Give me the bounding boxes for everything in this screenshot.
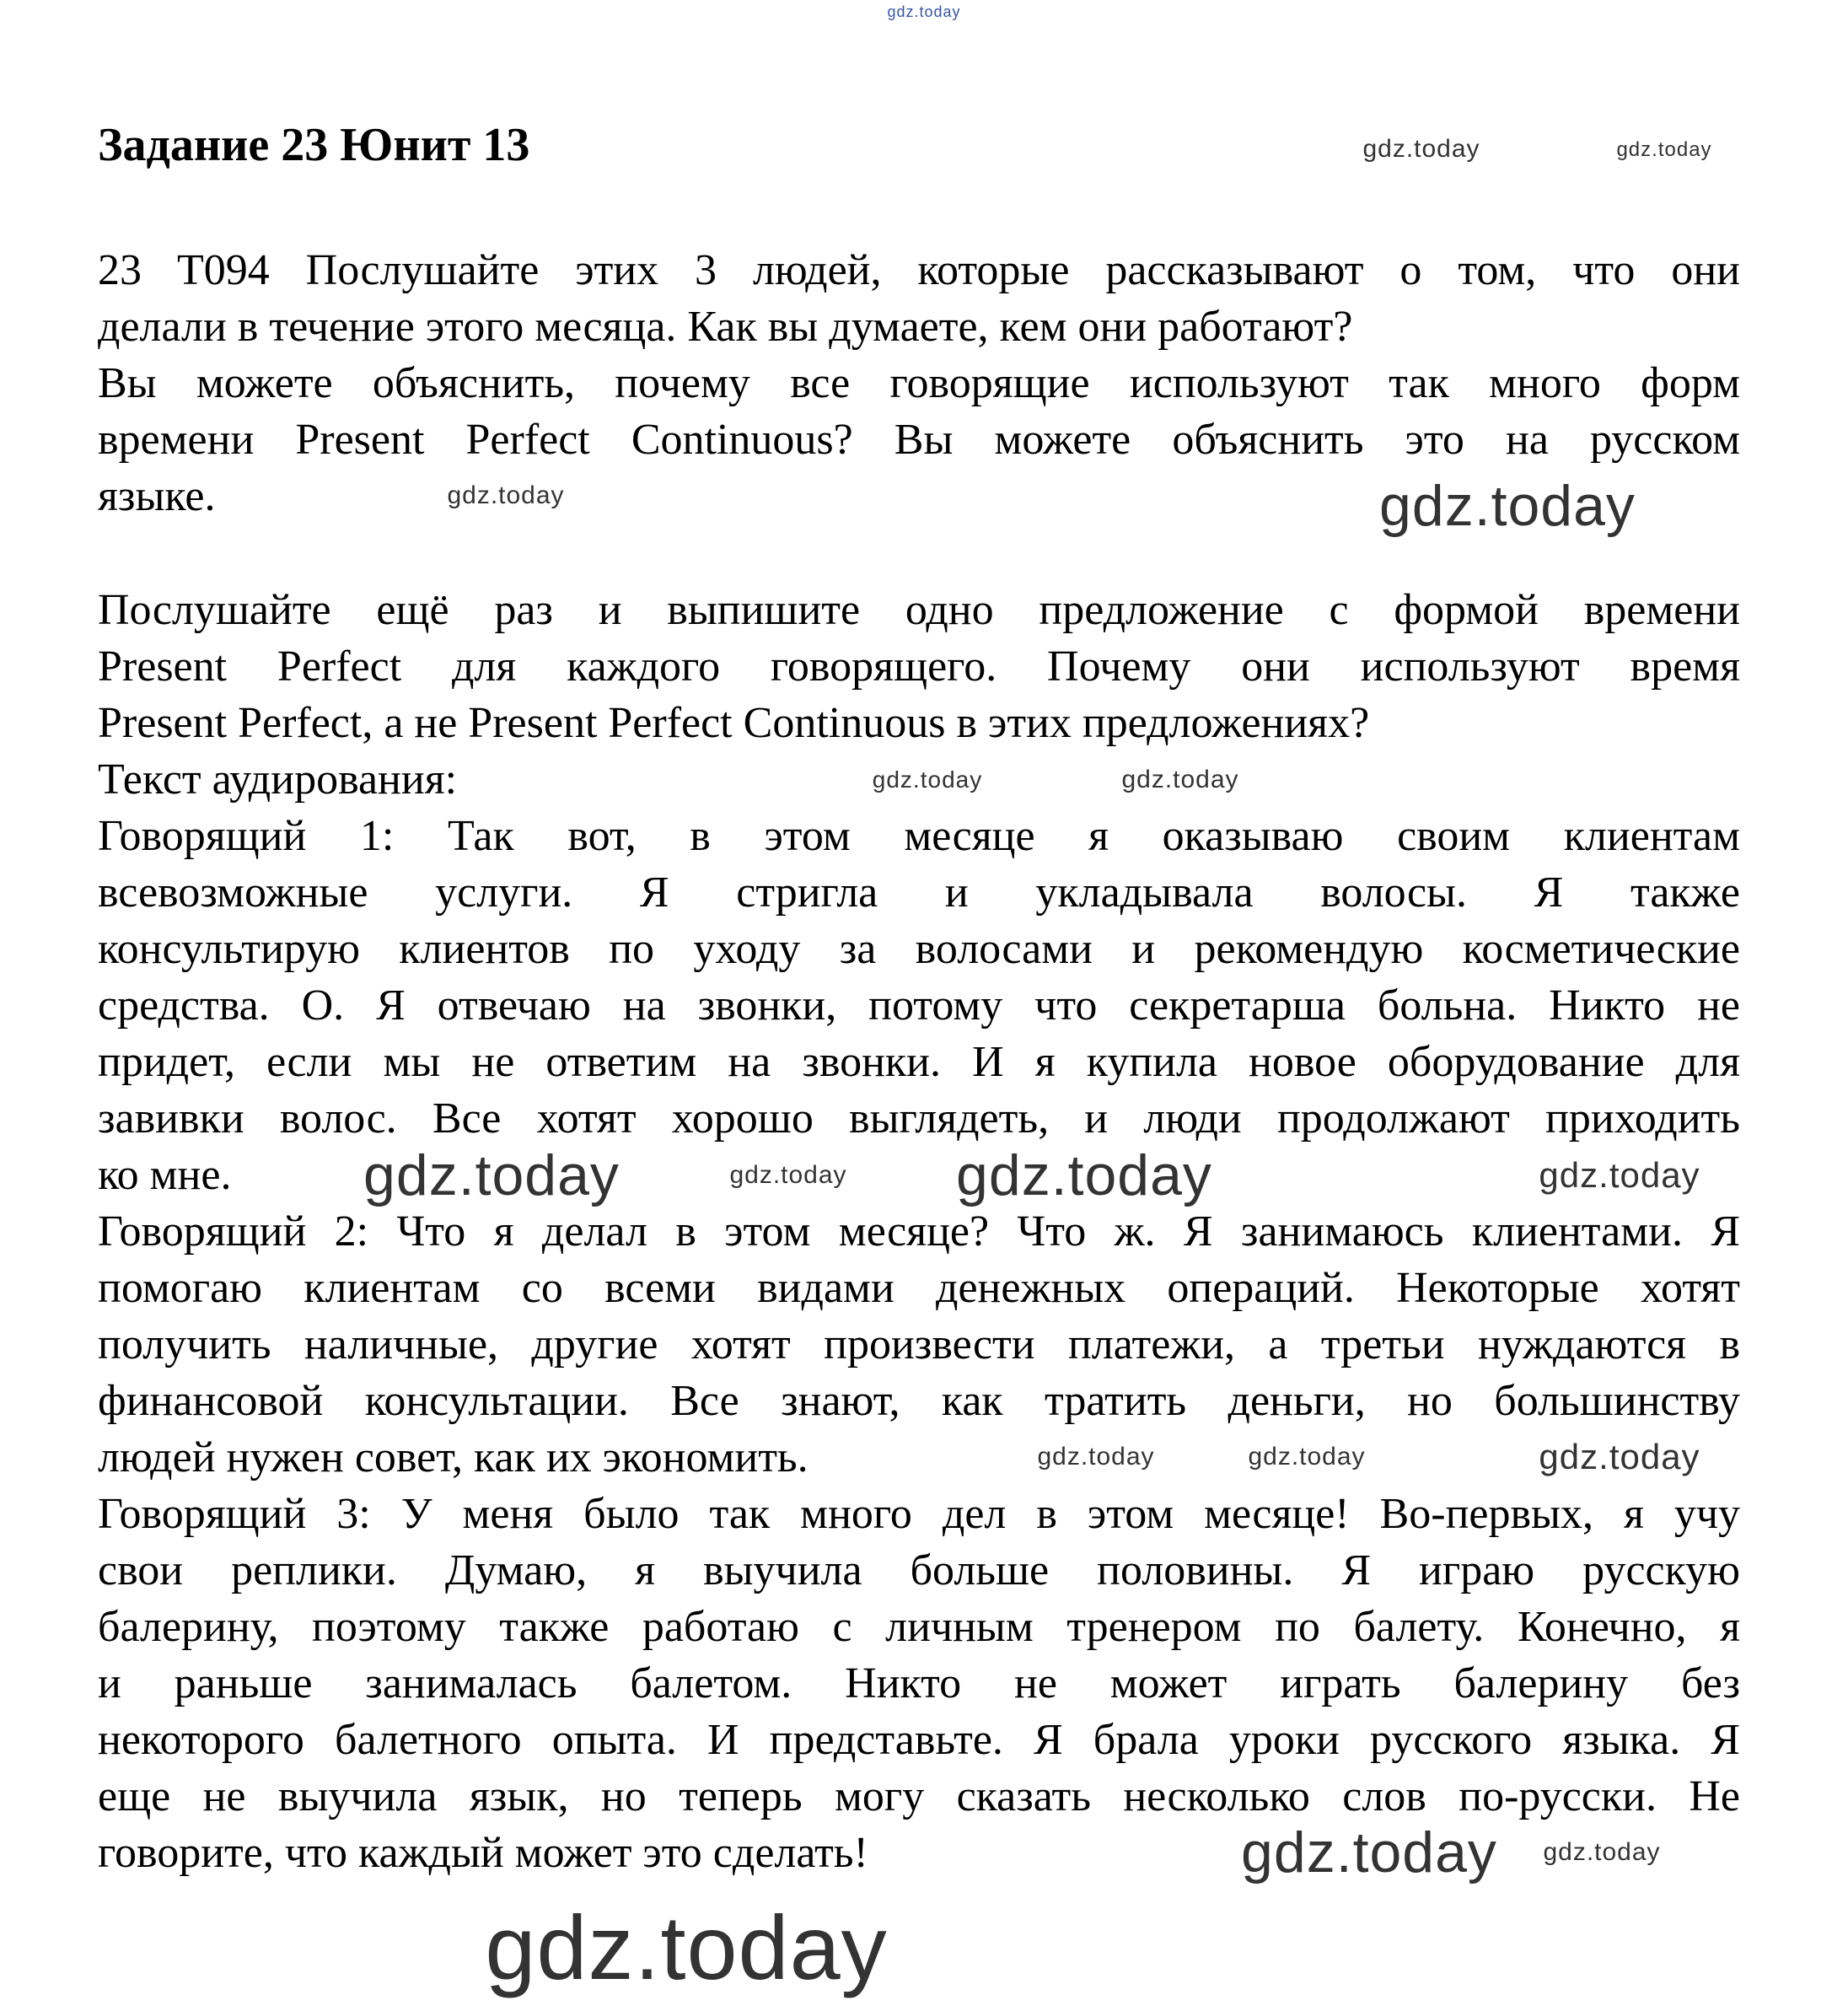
watermark: gdz.today	[1616, 138, 1712, 161]
text-line: Present Perfect, а не Present Perfect Continuous в этих предложениях?	[98, 699, 1370, 747]
text-line: делали в течение этого месяца. Как вы думаете, кем они работают?	[98, 303, 1353, 351]
watermark: gdz.today	[1362, 135, 1480, 163]
text-line: свои реплики. Думаю, я выучила больше половины. Я играю русскую	[98, 1546, 1740, 1594]
text-line: получить наличные, другие хотят произвести платежи, а третьи нуждаются в	[98, 1320, 1740, 1368]
text-line: 23 T094 Послушайте этих 3 людей, которые рассказывают о том, что они	[98, 246, 1740, 294]
watermark: gdz.today	[1543, 1838, 1661, 1866]
text-line: Говорящий 1: Так вот, в этом месяце я оказываю своим клиентам	[98, 812, 1740, 860]
text-line: времени Present Perfect Continuous? Вы можете объяснить это на русском	[98, 416, 1740, 464]
text-line: помогаю клиентам со всеми видами денежных операций. Некоторые хотят	[98, 1264, 1740, 1312]
watermark: gdz.today	[1539, 1437, 1700, 1476]
watermark: gdz.today	[1037, 1443, 1155, 1471]
text-line: Послушайте ещё раз и выпишите одно предложение с формой времени	[98, 586, 1740, 634]
text-line: людей нужен совет, как их экономить.	[98, 1433, 808, 1481]
text-line: некоторого балетного опыта. И представьте. Я брала уроки русского языка. Я	[98, 1716, 1740, 1764]
text-line: говорите, что каждый может это сделать!	[98, 1829, 868, 1877]
text-line: Говорящий 2: Что я делал в этом месяце? Что ж. Я занимаюсь клиентами. Я	[98, 1207, 1740, 1256]
text-line: всевозможные услуги. Я стригла и укладывала волосы. Я также	[98, 868, 1740, 917]
text-line: и раньше занималась балетом. Никто не может играть балерину без	[98, 1659, 1740, 1707]
watermark: gdz.today	[1379, 474, 1636, 538]
watermark: gdz.today	[1539, 1155, 1700, 1195]
watermark: gdz.today	[485, 1896, 888, 1998]
text-line: балерину, поэтому также работаю с личным тренером по балету. Конечно, я	[98, 1603, 1740, 1651]
watermark: gdz.today	[1241, 1820, 1497, 1885]
watermark: gdz.today	[887, 3, 961, 20]
text-line: Говорящий 3: У меня было так много дел в этом месяце! Во-первых, я учу	[98, 1490, 1740, 1538]
page-title: Задание 23 Юнит 13	[98, 119, 530, 171]
text-line: еще не выучила язык, но теперь могу сказать несколько слов по-русски. Не	[98, 1772, 1740, 1820]
text-line: придет, если мы не ответим на звонки. И я купила новое оборудование для	[98, 1038, 1740, 1086]
text-line: финансовой консультации. Все знают, как тратить деньги, но большинству	[98, 1377, 1740, 1425]
paragraph	[98, 242, 1740, 355]
watermark: gdz.today	[956, 1143, 1212, 1207]
text-line: Present Perfect для каждого говорящего. Почему они используют время	[98, 643, 1740, 691]
text-line: консультирую клиентов по уходу за волосами и рекомендую косметические	[98, 925, 1740, 973]
watermark: gdz.today	[1121, 766, 1239, 793]
text-line: языке.	[98, 472, 216, 520]
watermark: gdz.today	[872, 766, 983, 793]
text-line: Вы можете объяснить, почему все говорящие используют так много форм	[98, 359, 1740, 407]
text-line: завивки волос. Все хотят хорошо выглядеть, и люди продолжают приходить	[98, 1094, 1740, 1143]
text-line: ко мне.	[98, 1151, 232, 1199]
paragraph	[98, 1203, 1740, 1486]
watermark: gdz.today	[729, 1161, 847, 1189]
text-line: средства. О. Я отвечаю на звонки, потому что секретарша больна. Никто не	[98, 981, 1740, 1030]
text-line: Текст аудирования:	[98, 755, 458, 804]
paragraph	[98, 582, 1740, 751]
watermark: gdz.today	[1248, 1443, 1366, 1471]
watermark: gdz.today	[447, 481, 565, 509]
paragraph	[98, 808, 1740, 1207]
watermark: gdz.today	[363, 1143, 620, 1207]
